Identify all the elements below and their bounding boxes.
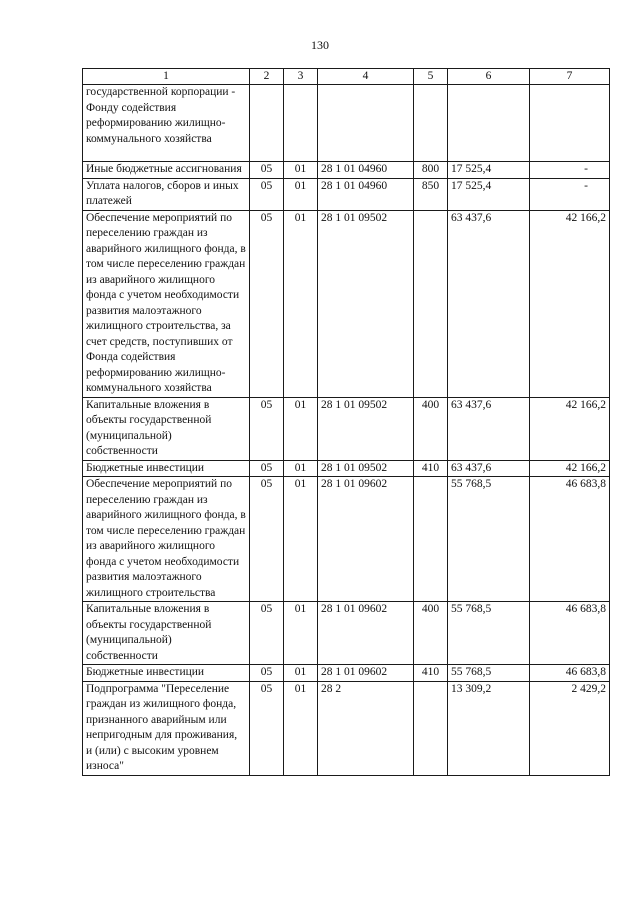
cell-section: 05 bbox=[250, 681, 284, 775]
cell-name: Бюджетные инвестиции bbox=[83, 460, 250, 477]
cell-amount-2: 42 166,2 bbox=[530, 397, 610, 460]
cell-target-article: 28 1 01 04960 bbox=[318, 178, 414, 210]
cell-target-article: 28 1 01 09602 bbox=[318, 477, 414, 602]
cell-amount-2: 42 166,2 bbox=[530, 460, 610, 477]
cell-amount-2: 46 683,8 bbox=[530, 477, 610, 602]
cell-section: 05 bbox=[250, 210, 284, 397]
cell-section: 05 bbox=[250, 460, 284, 477]
table-row bbox=[83, 397, 610, 460]
column-header: 3 bbox=[284, 69, 318, 85]
cell-subsection: 01 bbox=[284, 665, 318, 682]
table-row bbox=[83, 210, 610, 397]
cell-expense-type: 800 bbox=[414, 162, 448, 179]
cell-name: Обеспечение мероприятий по переселению граждан из аварийного жилищного фонда, в том числе переселению граждан из аварийного жилищного фонда с учетом необходимости развития малоэтажного жилищного строительства, за счет средств, поступивших от Фонда содействия реформированию жилищно-коммунального хозяйства bbox=[83, 210, 250, 397]
cell-expense-type bbox=[414, 210, 448, 397]
cell-expense-type: 850 bbox=[414, 178, 448, 210]
table-header-row bbox=[83, 69, 610, 85]
table-row bbox=[83, 178, 610, 210]
table-row bbox=[83, 602, 610, 665]
table-row bbox=[83, 681, 610, 775]
table-row bbox=[83, 477, 610, 602]
cell-name: Обеспечение мероприятий по переселению граждан из аварийного жилищного фонда, в том числе переселению граждан из аварийного жилищного фонда с учетом необходимости развития малоэтажного жилищного строительства bbox=[83, 477, 250, 602]
cell-expense-type: 400 bbox=[414, 602, 448, 665]
cell-subsection: 01 bbox=[284, 397, 318, 460]
cell-section bbox=[250, 85, 284, 162]
cell-amount-2: - bbox=[530, 178, 610, 210]
cell-section: 05 bbox=[250, 665, 284, 682]
column-header: 4 bbox=[318, 69, 414, 85]
column-header: 5 bbox=[414, 69, 448, 85]
cell-amount-1: 13 309,2 bbox=[448, 681, 530, 775]
cell-target-article: 28 1 01 09502 bbox=[318, 397, 414, 460]
cell-amount-1: 17 525,4 bbox=[448, 178, 530, 210]
cell-subsection: 01 bbox=[284, 681, 318, 775]
cell-name: Иные бюджетные ассигнования bbox=[83, 162, 250, 179]
cell-section: 05 bbox=[250, 602, 284, 665]
cell-target-article: 28 1 01 09602 bbox=[318, 602, 414, 665]
cell-amount-2 bbox=[530, 85, 610, 162]
cell-target-article: 28 1 01 09602 bbox=[318, 665, 414, 682]
cell-expense-type: 410 bbox=[414, 460, 448, 477]
cell-expense-type bbox=[414, 681, 448, 775]
cell-name: Капитальные вложения в объекты государственной (муниципальной) собственности bbox=[83, 397, 250, 460]
cell-name: Уплата налогов, сборов и иных платежей bbox=[83, 178, 250, 210]
cell-subsection: 01 bbox=[284, 477, 318, 602]
cell-amount-2: 42 166,2 bbox=[530, 210, 610, 397]
cell-name: Подпрограмма "Переселение граждан из жилищного фонда, признанного аварийным или непригодным для проживания, и (или) с высоким уровнем износа" bbox=[83, 681, 250, 775]
table-row bbox=[83, 665, 610, 682]
cell-target-article: 28 1 01 09502 bbox=[318, 460, 414, 477]
cell-expense-type bbox=[414, 477, 448, 602]
cell-subsection bbox=[284, 85, 318, 162]
cell-amount-2: 2 429,2 bbox=[530, 681, 610, 775]
cell-section: 05 bbox=[250, 178, 284, 210]
cell-expense-type: 410 bbox=[414, 665, 448, 682]
cell-amount-1: 63 437,6 bbox=[448, 210, 530, 397]
cell-target-article: 28 1 01 09502 bbox=[318, 210, 414, 397]
cell-amount-2: 46 683,8 bbox=[530, 602, 610, 665]
cell-target-article: 28 1 01 04960 bbox=[318, 162, 414, 179]
cell-amount-1: 55 768,5 bbox=[448, 665, 530, 682]
cell-subsection: 01 bbox=[284, 210, 318, 397]
cell-amount-1: 55 768,5 bbox=[448, 477, 530, 602]
cell-subsection: 01 bbox=[284, 460, 318, 477]
cell-section: 05 bbox=[250, 162, 284, 179]
cell-amount-1: 63 437,6 bbox=[448, 460, 530, 477]
cell-name: Капитальные вложения в объекты государственной (муниципальной) собственности bbox=[83, 602, 250, 665]
table-row bbox=[83, 460, 610, 477]
cell-section: 05 bbox=[250, 477, 284, 602]
cell-amount-1: 17 525,4 bbox=[448, 162, 530, 179]
cell-target-article: 28 2 bbox=[318, 681, 414, 775]
cell-amount-1: 55 768,5 bbox=[448, 602, 530, 665]
cell-section: 05 bbox=[250, 397, 284, 460]
cell-subsection: 01 bbox=[284, 162, 318, 179]
cell-subsection: 01 bbox=[284, 602, 318, 665]
cell-amount-2: - bbox=[530, 162, 610, 179]
cell-expense-type bbox=[414, 85, 448, 162]
budget-table bbox=[82, 68, 610, 776]
cell-amount-2: 46 683,8 bbox=[530, 665, 610, 682]
column-header: 1 bbox=[83, 69, 250, 85]
cell-name: государственной корпорации - Фонду содействия реформированию жилищно-коммунального хозяйства bbox=[83, 85, 250, 162]
cell-target-article bbox=[318, 85, 414, 162]
cell-expense-type: 400 bbox=[414, 397, 448, 460]
column-header: 6 bbox=[448, 69, 530, 85]
cell-subsection: 01 bbox=[284, 178, 318, 210]
cell-amount-1 bbox=[448, 85, 530, 162]
column-header: 7 bbox=[530, 69, 610, 85]
table-row bbox=[83, 162, 610, 179]
cell-amount-1: 63 437,6 bbox=[448, 397, 530, 460]
cell-name: Бюджетные инвестиции bbox=[83, 665, 250, 682]
table-row bbox=[83, 85, 610, 162]
column-header: 2 bbox=[250, 69, 284, 85]
page-number: 130 bbox=[311, 38, 329, 52]
